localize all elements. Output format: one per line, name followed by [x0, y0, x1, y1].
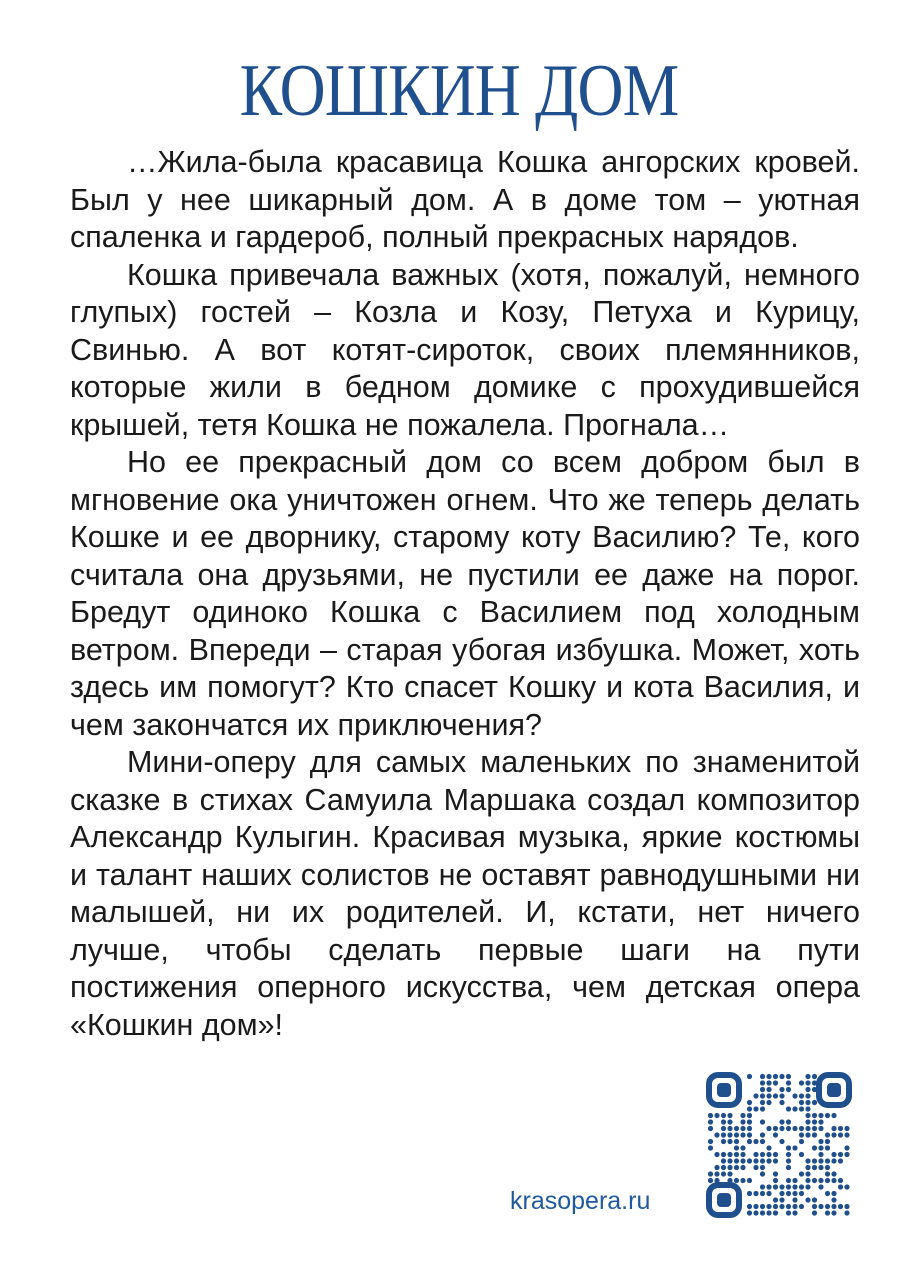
- description-text: [70, 144, 860, 1044]
- website-link[interactable]: krasopera.ru: [510, 1187, 651, 1215]
- paragraph-3: Но ее прекрасный дом со всем добром был в мгновение ока уничтожен огнем. Что же теперь делать Кошке и ее дворнику, старому коту Василию? Те, кого считала она друзьями, не пустили ее даже на порог. Бредут одиноко Кошка с Василием под холодным ветром. Впереди – старая убогая избушка. Может, хоть здесь им помогут? Кто спасет Кошку и кота Василия, и чем закончатся их приключения?: [70, 445, 860, 742]
- paragraph-2: Кошка привечала важных (хотя, пожалуй, немного глупых) гостей – Козла и Козу, Петуха и Курицу, Свинью. А вот котят-сироток, своих племянников, которые жили в бедном домике с прохудившейся крышей, тетя Кошка не пожалела. Прогнала…: [70, 257, 860, 442]
- qr-code-icon[interactable]: [704, 1070, 854, 1220]
- page-title: КОШКИН ДОМ: [239, 50, 679, 132]
- paragraph-4: Мини-оперу для самых маленьких по знаменитой сказке в стихах Самуила Маршака создал композитор Александр Кулыгин. Красивая музыка, яркие костюмы и талант наших солистов не оставят равнодушными ни малышей, ни их родителей. И, кстати, нет ничего лучше, чтобы сделать первые шаги на пути постижения оперного искусства, чем детская опера «Кошкин дом»!: [70, 745, 860, 1042]
- paragraph-1: …Жила-была красавица Кошка ангорских кровей. Был у нее шикарный дом. А в доме том – уютная спаленка и гардероб, полный прекрасных нарядов.: [70, 145, 860, 254]
